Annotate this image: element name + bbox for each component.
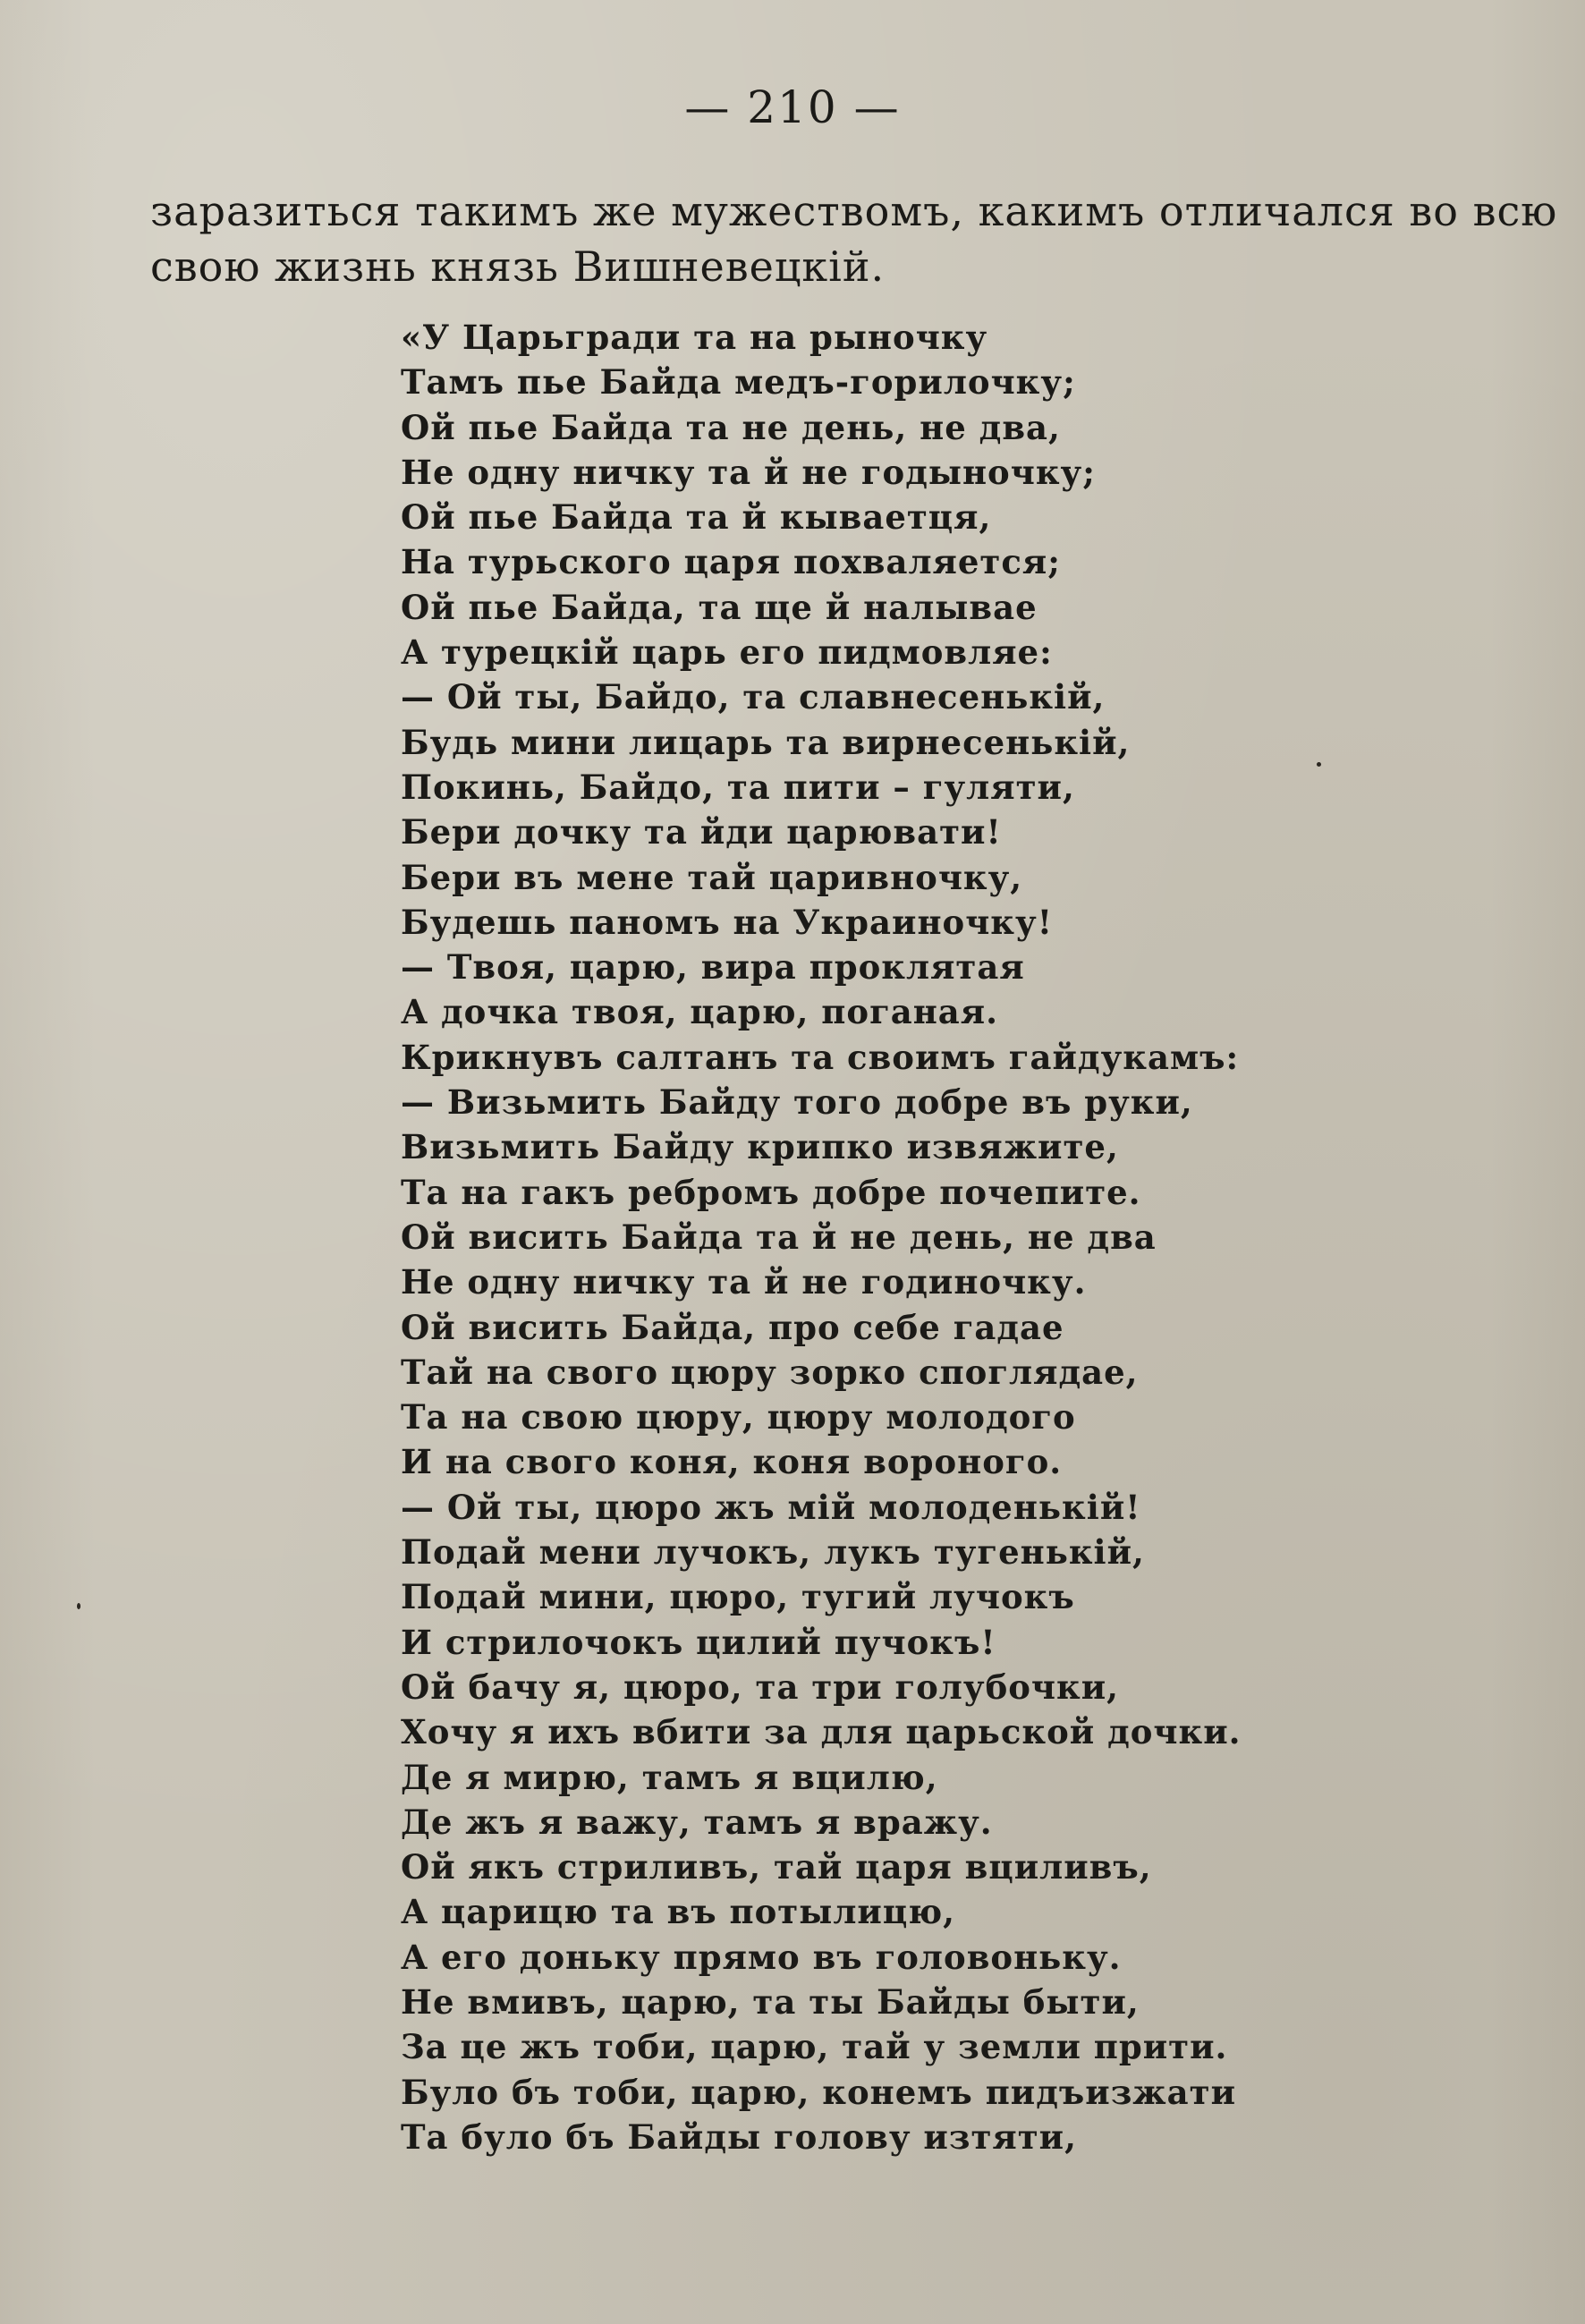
prose-paragraph xyxy=(150,183,1558,294)
verse-line: — Твоя, царю, вира проклятая xyxy=(401,947,1025,988)
verse-line: — Ой ты, Байдо, та славнесенькій, xyxy=(401,677,1106,717)
verse-line: А его доньку прямо въ головоньку. xyxy=(401,1937,1122,1977)
scan-speck xyxy=(1317,762,1321,767)
verse-line: Хочу я ихъ вбити за для царьской дочки. xyxy=(401,1712,1242,1752)
verse-line: Подай мени лучокъ, лукъ тугенькій, xyxy=(401,1532,1145,1573)
verse-line: И на свого коня, коня вороного. xyxy=(401,1442,1063,1482)
verse-line: А дочка твоя, царю, поганая. xyxy=(401,992,998,1032)
verse-line: Не вмивъ, царю, та ты Байды быти, xyxy=(401,1981,1140,2022)
verse-line: Ой висить Байда та й не день, не два xyxy=(401,1217,1157,1257)
verse-line: Будь мини лицарь та вирнесенькій, xyxy=(401,722,1131,762)
verse-line: Ой бачу я, цюро, та три голубочки, xyxy=(401,1667,1120,1707)
verse-line: Покинь, Байдо, та пити – гуляти, xyxy=(401,767,1075,807)
verse-line: Бери дочку та йди царювати! xyxy=(401,812,1002,852)
scan-speck xyxy=(77,1603,81,1609)
verse-line: Подай мини, цюро, тугий лучокъ xyxy=(401,1577,1075,1617)
verse-line: На турьского царя похваляется; xyxy=(401,542,1061,582)
verse-line: — Визьмить Байду того добре въ руки, xyxy=(401,1082,1193,1123)
verse-line: Ой пье Байда, та ще й налывае xyxy=(401,587,1038,627)
verse-line: За це жъ тоби, царю, тай у земли прити. xyxy=(401,2027,1228,2067)
verse-line: Ой пье Байда та й кываетця, xyxy=(401,497,992,538)
verse-line: Та було бъ Байды голову изтяти, xyxy=(401,2116,1077,2157)
verse-line: Бери въ мене тай царивночку, xyxy=(401,857,1023,897)
verse-line: И стрилочокъ цилий пучокъ! xyxy=(401,1622,996,1662)
verse-line: Тамъ пье Байда медъ-горилочку; xyxy=(401,362,1076,403)
verse-line: Не одну ничку та й не годиночку. xyxy=(401,1262,1087,1302)
verse-line: Не одну ничку та й не годыночку; xyxy=(401,452,1096,492)
verse-line: Крикнувъ салтанъ та своимъ гайдукамъ: xyxy=(401,1037,1240,1077)
verse-line: — Ой ты, цюро жъ мій молоденькій! xyxy=(401,1487,1141,1527)
verse-line: Будешь паномъ на Украиночку! xyxy=(401,902,1053,942)
prose-line: заразиться такимъ же мужествомъ, какимъ отличался во всю xyxy=(150,187,1558,235)
verse-line: Де я мирю, тамъ я вцилю, xyxy=(401,1757,938,1797)
verse-line: А царицю та въ потылицю, xyxy=(401,1892,956,1932)
verse-line: «У Царьгради та на рыночку xyxy=(401,318,988,357)
verse-line: Визьмить Байду крипко извяжите, xyxy=(401,1127,1119,1167)
verse-line: Де жъ я важу, тамъ я вражу. xyxy=(401,1802,993,1842)
verse-line: Було бъ тоби, царю, конемъ пидъизжати xyxy=(401,2072,1237,2112)
verse-line: Та на гакъ ребромъ добре почепите. xyxy=(401,1172,1141,1212)
verse-line: Ой якъ стриливъ, тай царя вциливъ, xyxy=(401,1847,1152,1887)
verse-line: Тай на свого цюру зорко споглядае, xyxy=(401,1352,1139,1392)
verse-line: Ой пье Байда та не день, не два, xyxy=(401,407,1061,447)
verse-line: А турецкій царь его пидмовляе: xyxy=(401,632,1053,673)
verse-line: Ой висить Байда, про себе гадае xyxy=(401,1307,1064,1347)
verse-line: Та на свою цюру, цюру молодого xyxy=(401,1397,1076,1438)
prose-line: свою жизнь князь Вишневецкій. xyxy=(150,242,886,291)
verse-block xyxy=(401,315,1295,2159)
page-number: — 210 — xyxy=(684,81,901,133)
